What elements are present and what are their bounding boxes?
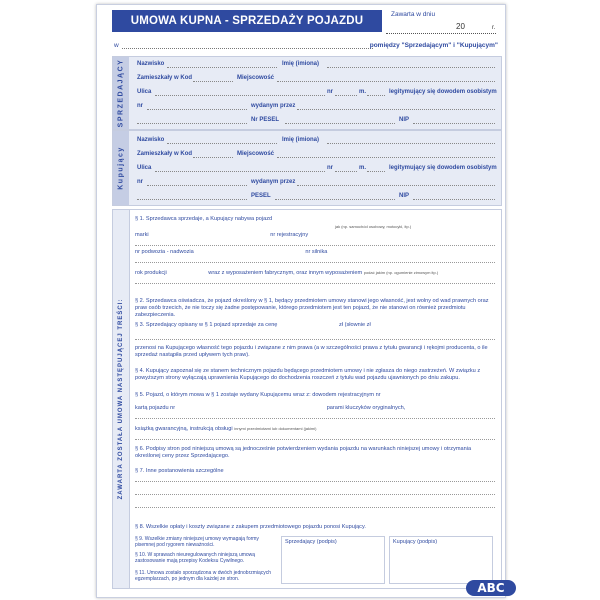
- seller-address-row: [137, 75, 495, 85]
- buyer-pesel-field[interactable]: [275, 199, 395, 200]
- clause-1-make-field[interactable]: [135, 239, 495, 246]
- between-label: pomiędzy "Sprzedającym" i "Kupującym": [369, 42, 498, 49]
- seller-signature-label: Sprzedający (podpis): [285, 539, 337, 545]
- seller-street-field[interactable]: [155, 95, 325, 96]
- body-side-label: ZAWARTA ZOSTAŁA UMOWA NASTĘPUJĄCEJ TREŚCI:: [118, 298, 124, 500]
- seller-street-row: [137, 89, 495, 99]
- buyer-zip-field[interactable]: [193, 157, 233, 158]
- clause-11: § 11. Umowa zostało sporządzona w dwóch jednobrzmiących egzemplarzach, po jednym dla każdej ze stron.: [135, 570, 272, 582]
- clause-7-line-3[interactable]: [135, 501, 495, 508]
- clause-1-equipment-field[interactable]: [135, 277, 495, 284]
- clause-3-price-field[interactable]: [135, 333, 495, 340]
- clause-1-hint: jak (np. samochód osobowy, motocykl, itp.): [335, 224, 412, 229]
- clause-5-text: § 5. Pojazd, o którym mowa w § 1 zostaje wydany Kupującemu wraz z: dowodem rejestracyjnym nr: [135, 392, 381, 398]
- buyer-nr-label: nr: [327, 165, 333, 171]
- seller-city-field[interactable]: [277, 81, 495, 82]
- seller-pesel-row: [137, 117, 495, 127]
- buyer-idnr-field[interactable]: [147, 185, 247, 186]
- clause-5-card-field[interactable]: [135, 412, 495, 419]
- clause-1: [135, 216, 495, 284]
- buyer-city-label: Miejscowość: [237, 151, 275, 157]
- seller-firstname-label: Imię (imiona): [282, 61, 320, 67]
- seller-nr-label: nr: [327, 89, 333, 95]
- clause-1-chassis-label: nr podwozia - nadwozia: [135, 249, 194, 255]
- buyer-nr-field[interactable]: [335, 171, 357, 172]
- abc-logo: ABC: [466, 580, 516, 596]
- clause-5-card-label: kartą pojazdu nr: [135, 405, 176, 411]
- buyer-firstname-field[interactable]: [327, 143, 495, 144]
- buyer-nip-field[interactable]: [413, 199, 495, 200]
- seller-extra-field[interactable]: [137, 123, 247, 124]
- seller-idnr-row: [137, 103, 495, 113]
- buyer-nip-label: NIP: [399, 193, 410, 199]
- buyer-address-row: [137, 151, 495, 161]
- clause-5-hint: innymi przedmiotami lub dokumentami (jakimi): [234, 426, 317, 431]
- date-field[interactable]: [386, 23, 496, 34]
- contract-body: [112, 209, 502, 589]
- buyer-city-field[interactable]: [277, 157, 495, 158]
- clause-3-words-label: zł (słownie zł: [338, 322, 371, 328]
- clause-6: § 6. Podpisy stron pod niniejszą umową są jednocześnie potwierdzeniem wydania pojazdu na warunkach niniejszej umowy i otrzymania określonej ceny przez Sprzedającego.: [135, 446, 472, 459]
- clause-3: [135, 322, 495, 359]
- buyer-section: [112, 130, 502, 206]
- seller-m-field[interactable]: [367, 95, 385, 96]
- seller-issued-field[interactable]: [297, 109, 495, 110]
- clause-9: § 9. Wszelkie zmiany niniejszej umowy wymagają formy pisemnej pod rygorem nieważności.: [135, 536, 259, 548]
- place-row: [114, 42, 498, 52]
- seller-signature-box[interactable]: [281, 536, 385, 584]
- seller-m-label: m.: [359, 89, 367, 95]
- clause-2: § 2. Sprzedawca oświadcza, że pojazd określony w § 1, będący przedmiotem umowy stanowi jego własność, jest wolny od wad prawnych oraz praw osób trzecich, że nie toczy się żadne postępowanie, którego przedmiotem jest ten pojazd, że nie stanowi on również przedmiotu zabezpieczenia.: [135, 298, 489, 318]
- buyer-extra-field[interactable]: [137, 199, 247, 200]
- buyer-side-strip: [113, 131, 129, 205]
- seller-id-label: legitymujący się dowodem osobistym: [389, 89, 497, 95]
- clause-1-equipment-label: wraz z wyposażeniem fabrycznym, oraz innym wyposażeniem: [208, 270, 363, 276]
- buyer-idnr-label: nr: [137, 179, 143, 185]
- buyer-issued-field[interactable]: [297, 185, 495, 186]
- clause-1-year-label: rok produkcji: [135, 270, 167, 276]
- document-title: UMOWA KUPNA - SPRZEDAŻY POJAZDU: [112, 10, 382, 32]
- contract-page: [96, 4, 504, 596]
- buyer-surname-label: Nazwisko: [137, 137, 165, 143]
- seller-street-label: Ulica: [137, 89, 152, 95]
- clause-1-reg-label: nr rejestracyjny: [270, 232, 309, 238]
- seller-zip-field[interactable]: [193, 81, 233, 82]
- date-label: Zawarta w dniu: [391, 11, 436, 18]
- buyer-zip-label: Zamieszkały w Kod: [137, 151, 193, 157]
- seller-surname-field[interactable]: [167, 67, 277, 68]
- clause-8: § 8. Wszelkie opłaty i koszty związane z zakupem przedmiotowego pojazdu ponosi Kupujący.: [135, 524, 366, 530]
- seller-pesel-label: Nr PESEL: [251, 117, 280, 123]
- clause-1-chassis-field[interactable]: [135, 256, 495, 263]
- date-year-prefix: 20: [456, 22, 465, 31]
- buyer-street-label: Ulica: [137, 165, 152, 171]
- clause-7: [135, 468, 495, 508]
- clause-10: § 10. W sprawach nieuregulowanych niniejszą umową zastosowanie mają przepisy Kodeksu Cywilnego.: [135, 552, 256, 564]
- clause-7-line-1[interactable]: [135, 475, 495, 482]
- clause-5-other-field[interactable]: [135, 433, 495, 440]
- clause-5: [135, 392, 495, 440]
- clause-7-text: § 7. Inne postanowienia szczególne: [135, 468, 224, 474]
- buyer-idnr-row: [137, 179, 495, 189]
- clause-5-book-label: książką gwarancyjną, instrukcją obsługi: [135, 426, 233, 432]
- place-prefix: w: [114, 42, 119, 49]
- seller-idnr-field[interactable]: [147, 109, 247, 110]
- seller-nr-field[interactable]: [335, 95, 357, 96]
- seller-nip-label: NIP: [399, 117, 410, 123]
- seller-side-strip: [113, 57, 129, 129]
- seller-firstname-field[interactable]: [327, 67, 495, 68]
- seller-idnr-label: nr: [137, 103, 143, 109]
- clause-5-keys-label: parami kluczyków oryginalnych,: [326, 405, 406, 411]
- buyer-surname-field[interactable]: [167, 143, 277, 144]
- seller-side-label: SPRZEDAJĄCY: [117, 58, 125, 128]
- seller-name-row: [137, 61, 495, 71]
- clause-7-line-2[interactable]: [135, 488, 495, 495]
- buyer-pesel-label: PESEL: [251, 193, 271, 199]
- clause-1-equipment-hint: podać jakim (np. ogumienie zimowym itp.): [363, 270, 439, 275]
- seller-issued-label: wydanym przez: [251, 103, 296, 109]
- clause-1-engine-label: nr silnika: [305, 249, 328, 255]
- body-side-strip: [113, 210, 130, 588]
- buyer-pesel-row: [137, 193, 495, 203]
- date-suffix: r.: [492, 25, 496, 31]
- seller-city-label: Miejscowość: [237, 75, 275, 81]
- buyer-firstname-label: Imię (imiona): [282, 137, 320, 143]
- seller-surname-label: Nazwisko: [137, 61, 165, 67]
- buyer-signature-box[interactable]: [389, 536, 493, 584]
- seller-pesel-field[interactable]: [285, 123, 395, 124]
- buyer-m-field[interactable]: [367, 171, 385, 172]
- buyer-signature-label: Kupujący (podpis): [393, 539, 438, 545]
- buyer-street-field[interactable]: [155, 171, 325, 172]
- clause-1-text: § 1. Sprzedawca sprzedaje, a Kupujący nabywa pojazd: [135, 216, 273, 222]
- seller-section: [112, 56, 502, 130]
- buyer-side-label: Kupujący: [117, 146, 125, 190]
- buyer-street-row: [137, 165, 495, 175]
- place-field[interactable]: [122, 48, 373, 49]
- buyer-name-row: [137, 137, 495, 147]
- seller-zip-label: Zamieszkały w Kod: [137, 75, 193, 81]
- buyer-m-label: m.: [359, 165, 367, 171]
- seller-nip-field[interactable]: [413, 123, 495, 124]
- buyer-id-label: legitymujący się dowodem osobistym: [389, 165, 497, 171]
- clause-3-text: § 3. Sprzedający opisany w § 1 pojazd sprzedaje za cenę: [135, 322, 278, 328]
- clause-1-make-label: marki: [135, 232, 149, 238]
- buyer-issued-label: wydanym przez: [251, 179, 296, 185]
- clause-3-transfer: przenosi na Kupującego własność tego pojazdu i związane z nim prawa (a w szczególności prawa z tytułu gwarancji i rękojmi producenta, o ile sprzedaż nastąpiła przed upływem tych praw).: [135, 345, 488, 358]
- clause-4: § 4. Kupujący zapoznał się ze stanem technicznym pojazdu będącego przedmiotem umowy i nie zgłasza do niego zastrzeżeń. W związku z powyższym strony wyłączają uprawnienia Kupującego do dochodzenia roszczeń z tytułu wad pojazdu ujawnionych po dniu zakupu.: [135, 368, 481, 381]
